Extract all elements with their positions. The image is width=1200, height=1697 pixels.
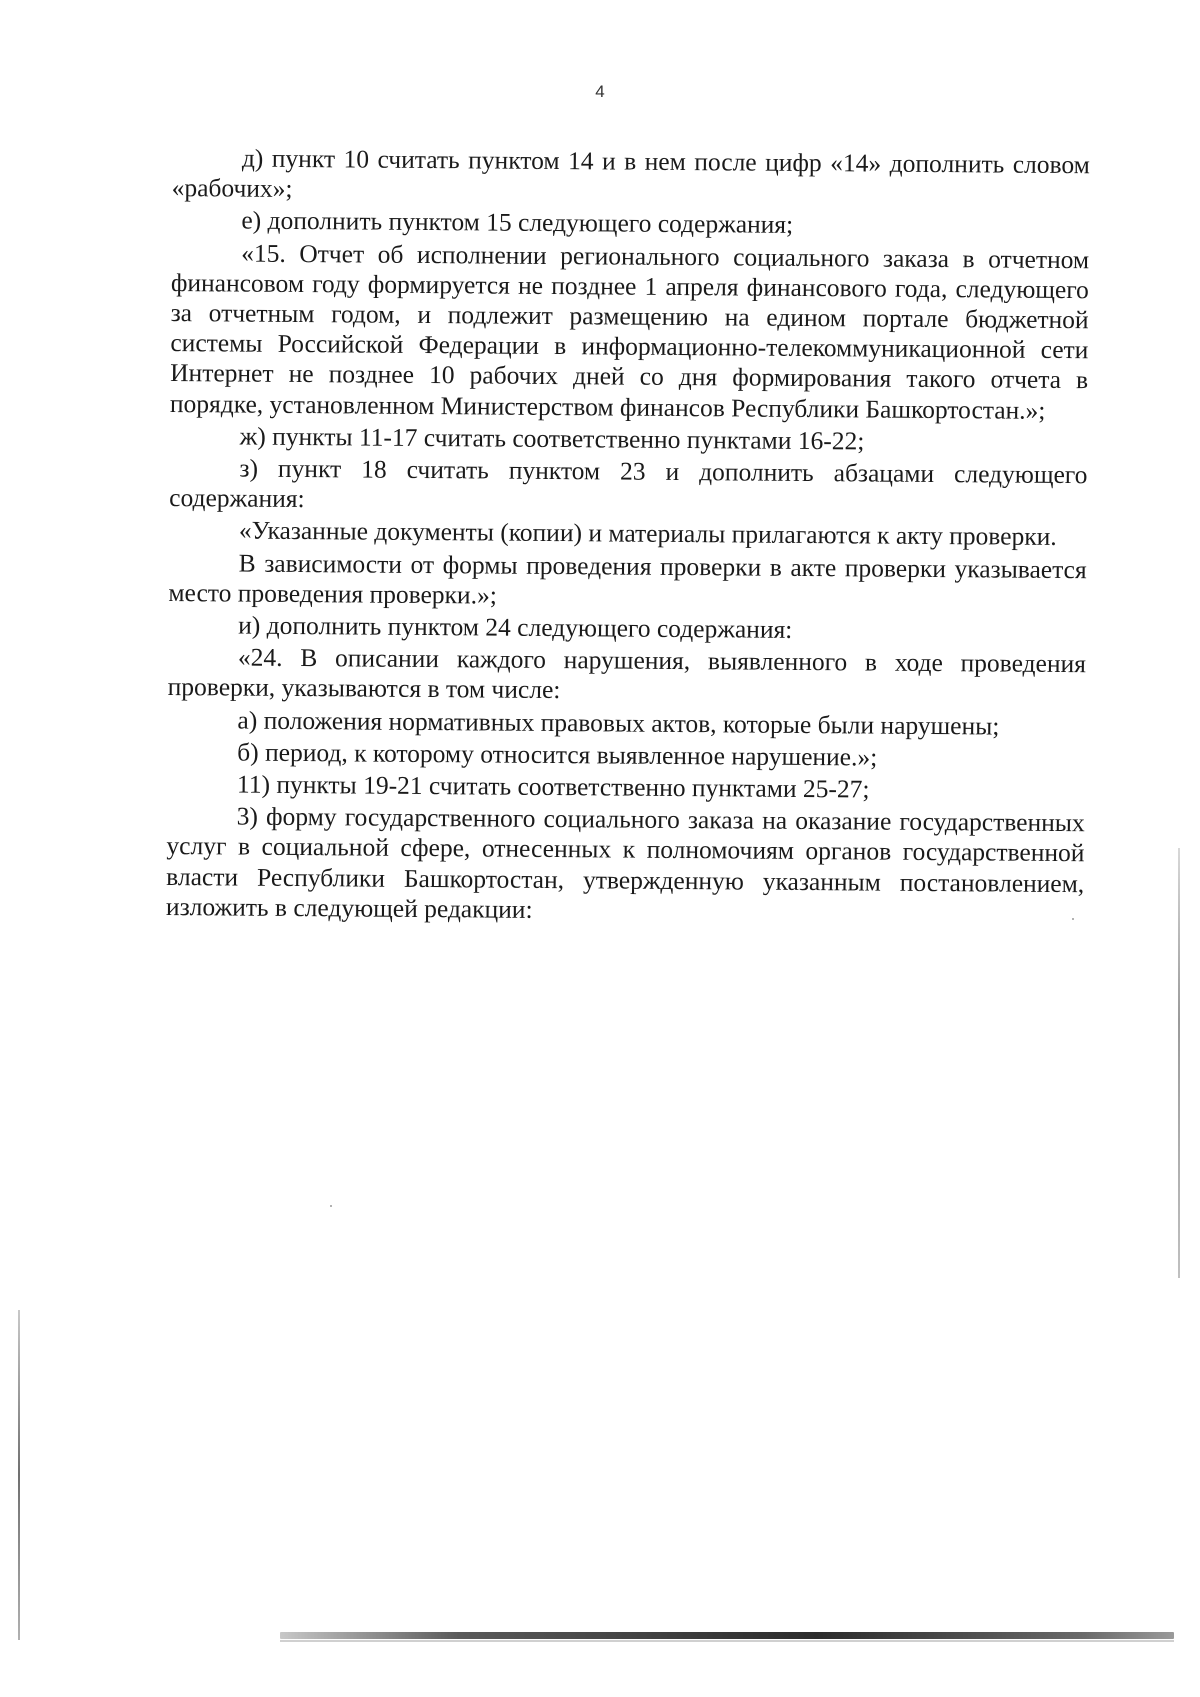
scan-artifact-right-edge <box>1178 848 1180 1278</box>
paragraph-place: В зависимости от формы проведения проверки в акте проверки указывается место проведения проверки.»; <box>168 548 1087 610</box>
scan-speck <box>1072 918 1074 920</box>
page-number: 4 <box>595 82 605 101</box>
scan-artifact-left-edge <box>18 1310 20 1640</box>
paragraph-d: д) пункт 10 считать пунктом 14 и в нем после цифр «14» дополнить словом «рабочих»; <box>171 143 1090 204</box>
paragraph-i: и) дополнить пунктом 24 следующего содержания: <box>238 610 793 644</box>
paragraph-a: а) положения нормативных правовых актов, которые были нарушены; <box>237 705 1000 741</box>
paragraph-24-quote: «24. В описании каждого нарушения, выявленного в ходе проведения проверки, указываются в том числе: <box>167 642 1087 705</box>
paragraph-b: б) период, к которому относится выявленное нарушение.»; <box>237 737 878 772</box>
paragraph-11: 11) пункты 19-21 считать соответственно пунктами 25-27; <box>236 769 870 804</box>
paragraph-documents-quote: «Указанные документы (копии) и материалы прилагаются к акту проверки. <box>238 515 1057 552</box>
scan-artifact-bottom-shadow <box>280 1640 1174 1642</box>
scan-artifact-bottom-bar <box>280 1632 1174 1639</box>
paragraph-15-quote: «15. Отчет об исполнении регионального социального заказа в отчетном финансовом году формируется не позднее 1 апреля финансового года, следующего за отчетным годом, и подлежит размещению на едином портале бюджетной системы Российской Федерации в информационно-телекоммуникационной сети Интернет не позднее 10 рабочих дней со дня формирования такого отчета в порядке, установленном Министерством финансов Республики Башкортостан.»; <box>169 238 1090 425</box>
paragraph-e: е) дополнить пунктом 15 следующего содержания; <box>241 205 794 240</box>
paragraph-z: з) пункт 18 считать пунктом 23 и дополнить абзацами следующего содержания: <box>169 453 1088 514</box>
paragraph-3: 3) форму государственного социального заказа на оказание государственных услуг в социальной сфере, отнесенных к полномочиям органов государственной власти Республики Башкортостан, утвержденную указанным постановлением, изложить в следующей редакции: <box>165 801 1085 924</box>
paragraph-zh: ж) пункты 11-17 считать соответственно пунктами 16-22; <box>239 421 865 456</box>
document-body <box>166 143 1090 931</box>
scan-speck <box>330 1205 332 1207</box>
